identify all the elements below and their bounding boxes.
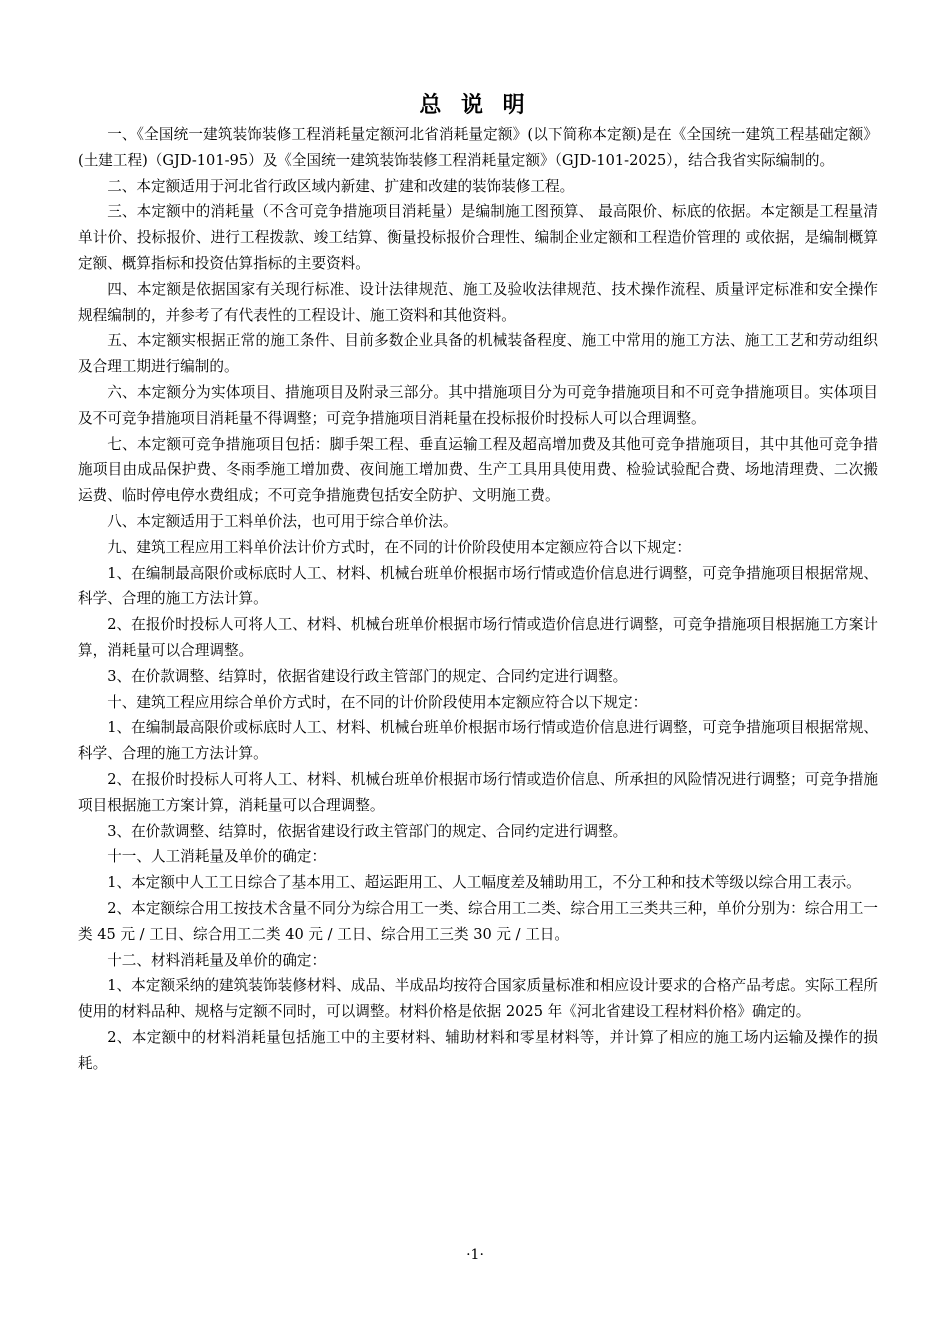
paragraph-8: 八、本定额适用于工料单价法，也可用于综合单价法。	[107, 512, 458, 530]
paragraph-12-item-1: 1、本定额采纳的建筑装饰装修材料、成品、半成品均按符合国家质量标准和相应设计要求的合格产品考虑。实际工程所使用的材料品种、规格与定额不同时，可以调整。材料价格是依据 2025 年《河北省建设工程材料价格》确定的。	[78, 977, 878, 1021]
paragraph-2: 二、本定额适用于河北省行政区域内新建、扩建和改建的装饰装修工程。	[107, 177, 575, 195]
paragraph-10-item-3: 3、在价款调整、结算时，依据省建设行政主管部门的规定、合同约定进行调整。	[107, 822, 628, 840]
paragraph-9-item-1: 1、在编制最高限价或标底时人工、材料、机械台班单价根据市场行情或造价信息进行调整，可竞争措施项目根据常规、科学、合理的施工方法计算。	[78, 564, 878, 608]
paragraph-3: 三、本定额中的消耗量（不含可竞争措施项目消耗量）是编制施工图预算、 最高限价、标底的依据。本定额是工程量清单计价、投标报价、进行工程拨款、竣工结算、衡量投标报价合理性、编制企业定额和工程造价管理的 或依据，是编制概算定额、概算指标和投资估算指标的主要资料。	[78, 203, 878, 272]
paragraph-12: 十二、材料消耗量及单价的确定：	[107, 951, 327, 969]
paragraph-4: 四、本定额是依据国家有关现行标准、设计法律规范、施工及验收法律规范、技术操作流程、质量评定标准和安全操作规程编制的，并参考了有代表性的工程设计、施工资料和其他资料。	[78, 280, 878, 324]
paragraph-7: 七、本定额可竞争措施项目包括：脚手架工程、垂直运输工程及超高增加费及其他可竞争措施项目，其中其他可竞争措施项目由成品保护费、冬雨季施工增加费、夜间施工增加费、生产工具用具使用费、检验试验配合费、场地清理费、二次搬运费、临时停电停水费组成；不可竞争措施费包括安全防护、文明施工费。	[78, 435, 878, 505]
paragraph-10-item-2: 2、在报价时投标人可将人工、材料、机械台班单价根据市场行情或造价信息、所承担的风险情况进行调整；可竞争措施项目根据施工方案计算，消耗量可以合理调整。	[78, 770, 878, 814]
paragraph-11-item-1: 1、本定额中人工工日综合了基本用工、超运距用工、人工幅度差及辅助用工，不分工种和技术等级以综合用工表示。	[107, 874, 861, 892]
paragraph-9-item-3: 3、在价款调整、结算时，依据省建设行政主管部门的规定、合同约定进行调整。	[107, 667, 628, 685]
paragraph-10-item-1: 1、在编制最高限价或标底时人工、材料、机械台班单价根据市场行情或造价信息进行调整，可竞争措施项目根据常规、科学、合理的施工方法计算。	[78, 719, 878, 763]
page-title: 总 说 明	[419, 93, 531, 118]
paragraph-6: 六、本定额分为实体项目、措施项目及附录三部分。其中措施项目分为可竞争措施项目和不可竞争措施项目。实体项目及不可竞争措施项目消耗量不得调整；可竞争措施项目消耗量在投标报价时投标人可以合理调整。	[78, 383, 878, 427]
paragraph-12-item-2: 2、本定额中的材料消耗量包括施工中的主要材料、辅助材料和零星材料等，并计算了相应的施工场内运输及操作的损耗。	[78, 1028, 878, 1072]
paragraph-5: 五、本定额实根据正常的施工条件、目前多数企业具备的机械装备程度、施工中常用的施工方法、施工工艺和劳动组织及合理工期进行编制的。	[78, 332, 878, 376]
page-number: ·1·	[466, 1247, 484, 1263]
document-body	[78, 122, 878, 1076]
paragraph-11-item-2: 2、本定额综合用工按技术含量不同分为综合用工一类、综合用工二类、综合用工三类共三种，单价分别为：综合用工一类 45 元 / 工日、综合用工二类 40 元 / 工日、综合用工三类 30 元 / 工日。	[78, 899, 878, 943]
paragraph-10: 十、建筑工程应用综合单价方式时，在不同的计价阶段使用本定额应符合以下规定：	[107, 693, 648, 711]
paragraph-11: 十一、人工消耗量及单价的确定：	[107, 848, 327, 866]
paragraph-9-item-2: 2、在报价时投标人可将人工、材料、机械台班单价根据市场行情或造价信息进行调整，可竞争措施项目根据施工方案计算，消耗量可以合理调整。	[78, 616, 878, 659]
paragraph-9: 九、建筑工程应用工料单价法计价方式时，在不同的计价阶段使用本定额应符合以下规定：	[107, 538, 691, 556]
paragraph-1: 一、《全国统一建筑装饰装修工程消耗量定额河北省消耗量定额》(以下简称本定额)是在《全国统一建筑工程基础定额》(土建工程)（GJD-101-95）及《全国统一建筑装饰装修工程消耗量定额》（GJD-101-2025），结合我省实际编制的。	[78, 126, 878, 169]
